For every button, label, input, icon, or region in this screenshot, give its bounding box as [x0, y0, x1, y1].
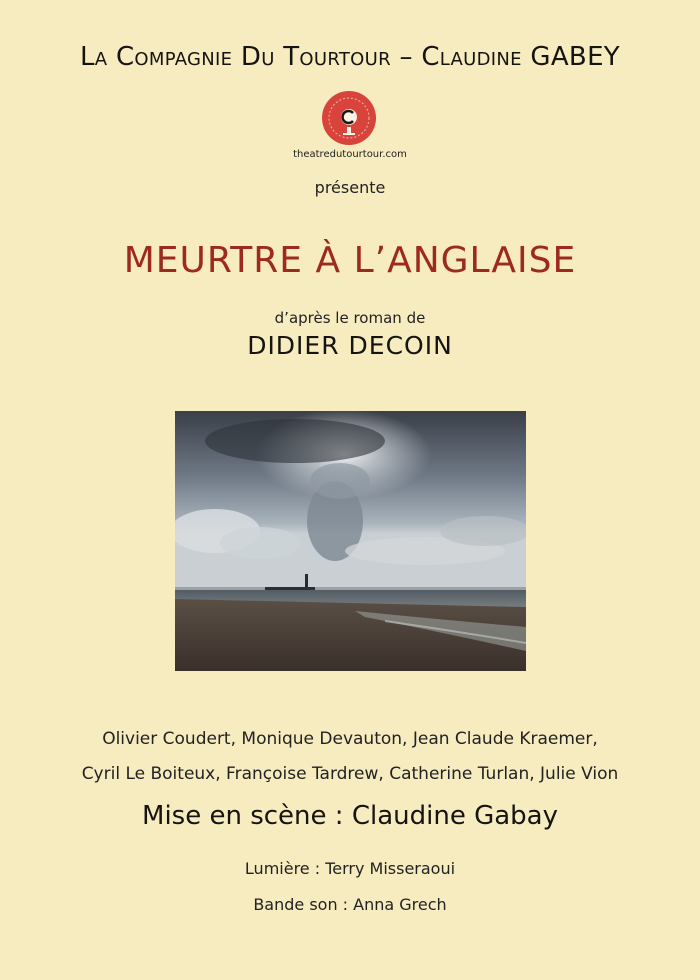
compagnie-logo-icon — [321, 90, 377, 146]
play-title: MEURTRE À L’ANGLAISE — [123, 240, 577, 281]
lighting-credit: Lumière : Terry Misseraoui — [244, 859, 456, 878]
website-text: theatredutourtour.com — [293, 149, 407, 160]
sound-credit: Bande son : Anna Grech — [253, 895, 447, 914]
presents-text: présente — [314, 178, 386, 197]
author-name: DIDIER DECOIN — [247, 331, 453, 360]
seascape-photo — [175, 411, 526, 671]
direction-credit: Mise en scène : Claudine Gabay — [142, 801, 558, 831]
cast-line-1: Olivier Coudert, Monique Devauton, Jean Claude Kraemer, — [102, 729, 598, 749]
after-novel-text: d’après le roman de — [274, 309, 426, 327]
company-heading: La Compagnie Du Tourtour – Claudine GABEY — [80, 42, 620, 72]
cast-line-2: Cyril Le Boiteux, Françoise Tardrew, Catherine Turlan, Julie Vion — [81, 764, 619, 784]
